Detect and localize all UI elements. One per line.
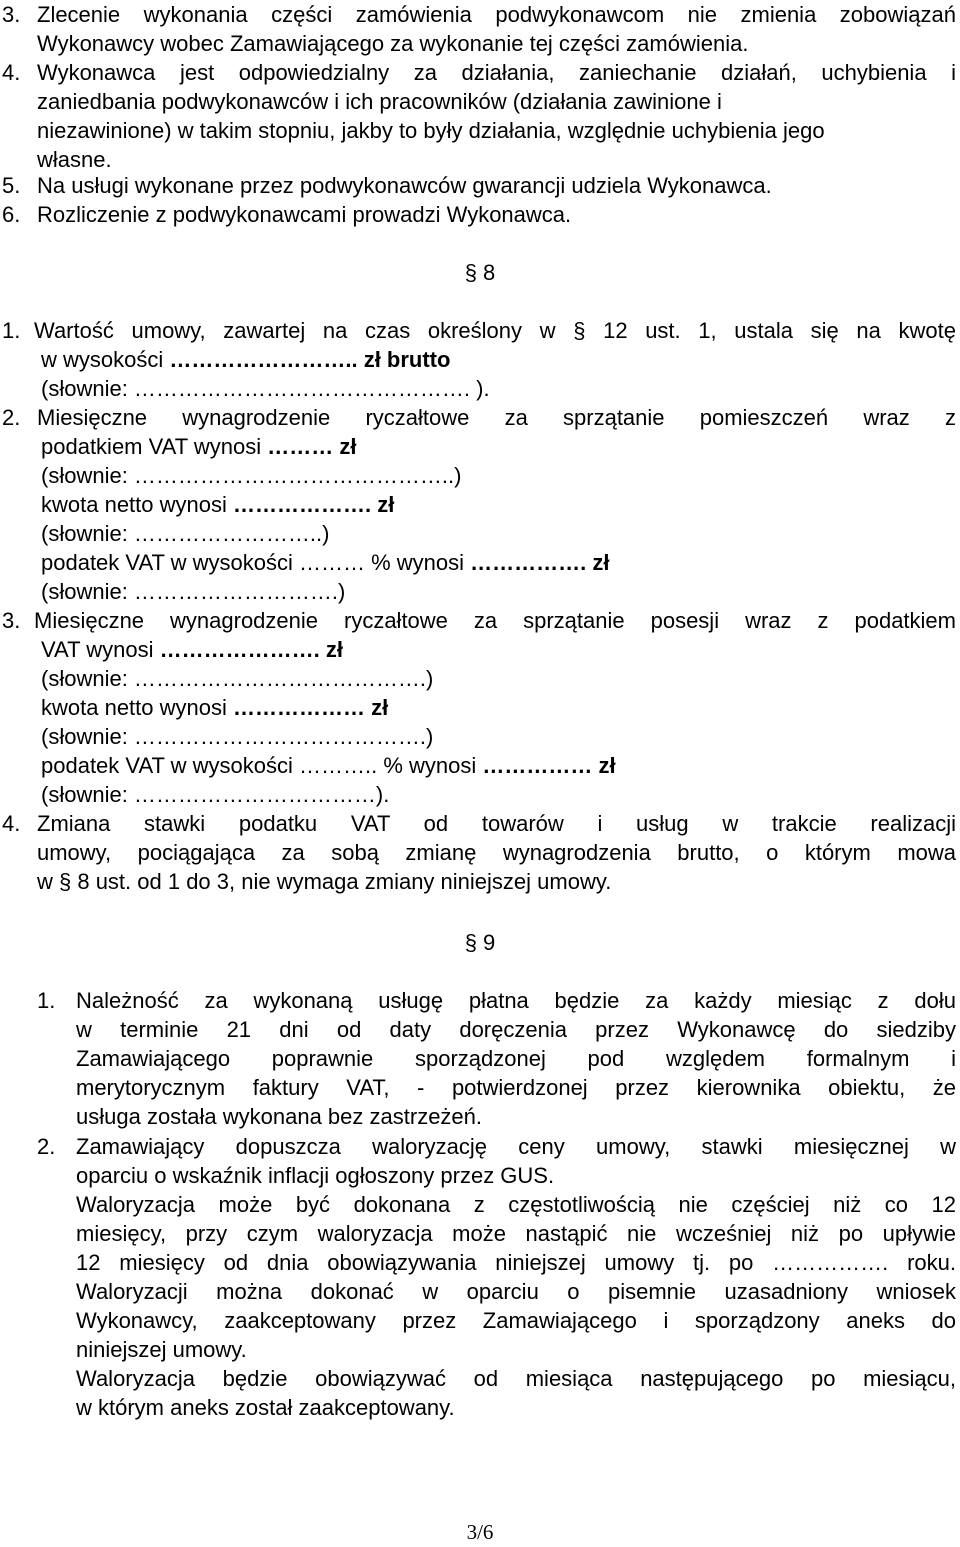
text-line: Wykonawcy wobec Zamawiającego za wykonanie tej części zamówienia. bbox=[37, 31, 749, 56]
text-line: podatkiem VAT wynosi ……… zł bbox=[41, 434, 357, 459]
text-line: niniejszej umowy. bbox=[76, 1337, 247, 1362]
text-line: Zlecenie wykonania części zamówienia podwykonawcom nie zmienia zobowiązań bbox=[37, 2, 956, 27]
text-line: (słownie: ………………………………….) bbox=[41, 724, 434, 749]
text-line: Zmiana stawki podatku VAT od towarów i usług w trakcie realizacji bbox=[37, 811, 956, 836]
text-line: oparciu o wskaźnik inflacji ogłoszony przez GUS. bbox=[76, 1163, 555, 1188]
text-line: (słownie: ……………………………). bbox=[41, 782, 390, 807]
amount-placeholder: ……………… zł bbox=[232, 695, 389, 720]
text-line: w wysokości …………………….. zł brutto bbox=[41, 347, 451, 372]
text-line: Miesięczne wynagrodzenie ryczałtowe za sprzątanie posesji wraz z podatkiem bbox=[34, 608, 956, 633]
amount-placeholder: ……… zł bbox=[267, 434, 357, 459]
text-line: miesięcy, przy czym waloryzacja może nastąpić nie wcześniej niż po upływie bbox=[76, 1221, 956, 1246]
text-line: kwota netto wynosi ………………. zł bbox=[41, 492, 395, 517]
section-heading-9: § 9 bbox=[464, 930, 496, 955]
text-line: Miesięczne wynagrodzenie ryczałtowe za sprzątanie pomieszczeń wraz z bbox=[37, 405, 956, 430]
text-line: Wartość umowy, zawartej na czas określony w § 12 ust. 1, ustala się na kwotę bbox=[34, 318, 956, 343]
text-line: VAT wynosi …………………. zł bbox=[41, 637, 343, 662]
text-line: Rozliczenie z podwykonawcami prowadzi Wykonawca. bbox=[37, 202, 572, 227]
amount-placeholder: ………………. zł bbox=[232, 492, 395, 517]
text-line: podatek VAT w wysokości ……… % wynosi ……………. zł bbox=[41, 550, 610, 575]
text-line: Waloryzacja może być dokonana z częstotliwością nie częściej niż co 12 bbox=[76, 1192, 956, 1217]
amount-placeholder: …………… zł bbox=[482, 753, 616, 778]
paragraph-number: 4. bbox=[2, 60, 21, 85]
text-line: niezawinione) w takim stopniu, jakby to były działania, względnie uchybienia jego bbox=[37, 118, 825, 143]
text-line: kwota netto wynosi ……………… zł bbox=[41, 695, 389, 720]
paragraph-number: 3. bbox=[2, 2, 21, 27]
text-line: Waloryzacji można dokonać w oparciu o pisemnie uzasadniony wniosek bbox=[76, 1279, 956, 1304]
text-line: Waloryzacja będzie obowiązywać od miesiąca następującego po miesiącu, bbox=[76, 1366, 956, 1391]
amount-placeholder: ……………. zł bbox=[470, 550, 610, 575]
text-line: w terminie 21 dni od daty doręczenia przez Wykonawcę do siedziby bbox=[76, 1017, 956, 1042]
paragraph-number: 3. bbox=[2, 608, 21, 633]
text-line: usługa została wykonana bez zastrzeżeń. bbox=[76, 1104, 483, 1129]
text-line: Należność za wykonaną usługę płatna będzie za każdy miesiąc z dołu bbox=[76, 988, 956, 1013]
text-line: własne. bbox=[37, 147, 112, 172]
text-line: podatek VAT w wysokości ……….. % wynosi …………… zł bbox=[41, 753, 616, 778]
text-line: 12 miesięcy od dnia obowiązywania niniejszej umowy tj. po ……………. roku. bbox=[76, 1250, 956, 1275]
text-line: Na usługi wykonane przez podwykonawców gwarancji udziela Wykonawca. bbox=[37, 173, 772, 198]
text-line: w § 8 ust. od 1 do 3, nie wymaga zmiany niniejszej umowy. bbox=[37, 869, 612, 894]
text-line: (słownie: ……………………….) bbox=[41, 579, 346, 604]
text-line: (słownie: ……………………..) bbox=[41, 521, 330, 546]
paragraph-number: 5. bbox=[2, 173, 21, 198]
paragraph-number: 1. bbox=[37, 988, 56, 1013]
text-line: Wykonawca jest odpowiedzialny za działania, zaniechanie działań, uchybienia i bbox=[37, 60, 956, 85]
text-line: Zamawiającego poprawnie sporządzonej pod względem formalnym i bbox=[76, 1046, 956, 1071]
text-line: zaniedbania podwykonawców i ich pracowników (działania zawinione i bbox=[37, 89, 722, 114]
paragraph-number: 4. bbox=[2, 811, 21, 836]
paragraph-number: 2. bbox=[37, 1134, 56, 1159]
text-line: w którym aneks został zaakceptowany. bbox=[76, 1395, 455, 1420]
amount-placeholder: …………………. zł bbox=[159, 637, 343, 662]
text-line: (słownie: ……………………………………..) bbox=[41, 463, 462, 488]
text-line: (słownie: ………………………………….) bbox=[41, 666, 434, 691]
text-line: Zamawiający dopuszcza waloryzację ceny umowy, stawki miesięcznej w bbox=[76, 1134, 956, 1159]
text-line: umowy, pociągająca za sobą zmianę wynagrodzenia brutto, o którym mowa bbox=[37, 840, 956, 865]
section-heading-8: § 8 bbox=[464, 260, 496, 285]
amount-placeholder: …………………….. zł brutto bbox=[169, 347, 451, 372]
paragraph-number: 2. bbox=[2, 405, 21, 430]
paragraph-number: 1. bbox=[2, 318, 21, 343]
page-number: 3/6 bbox=[466, 1520, 494, 1544]
text-line: merytorycznym faktury VAT, - potwierdzonej przez kierownika obiektu, że bbox=[76, 1075, 956, 1100]
text-line: Wykonawcy, zaakceptowany przez Zamawiającego i sporządzony aneks do bbox=[76, 1308, 956, 1333]
text-line: (słownie: ………………………………………. ). bbox=[41, 376, 490, 401]
paragraph-number: 6. bbox=[2, 202, 21, 227]
